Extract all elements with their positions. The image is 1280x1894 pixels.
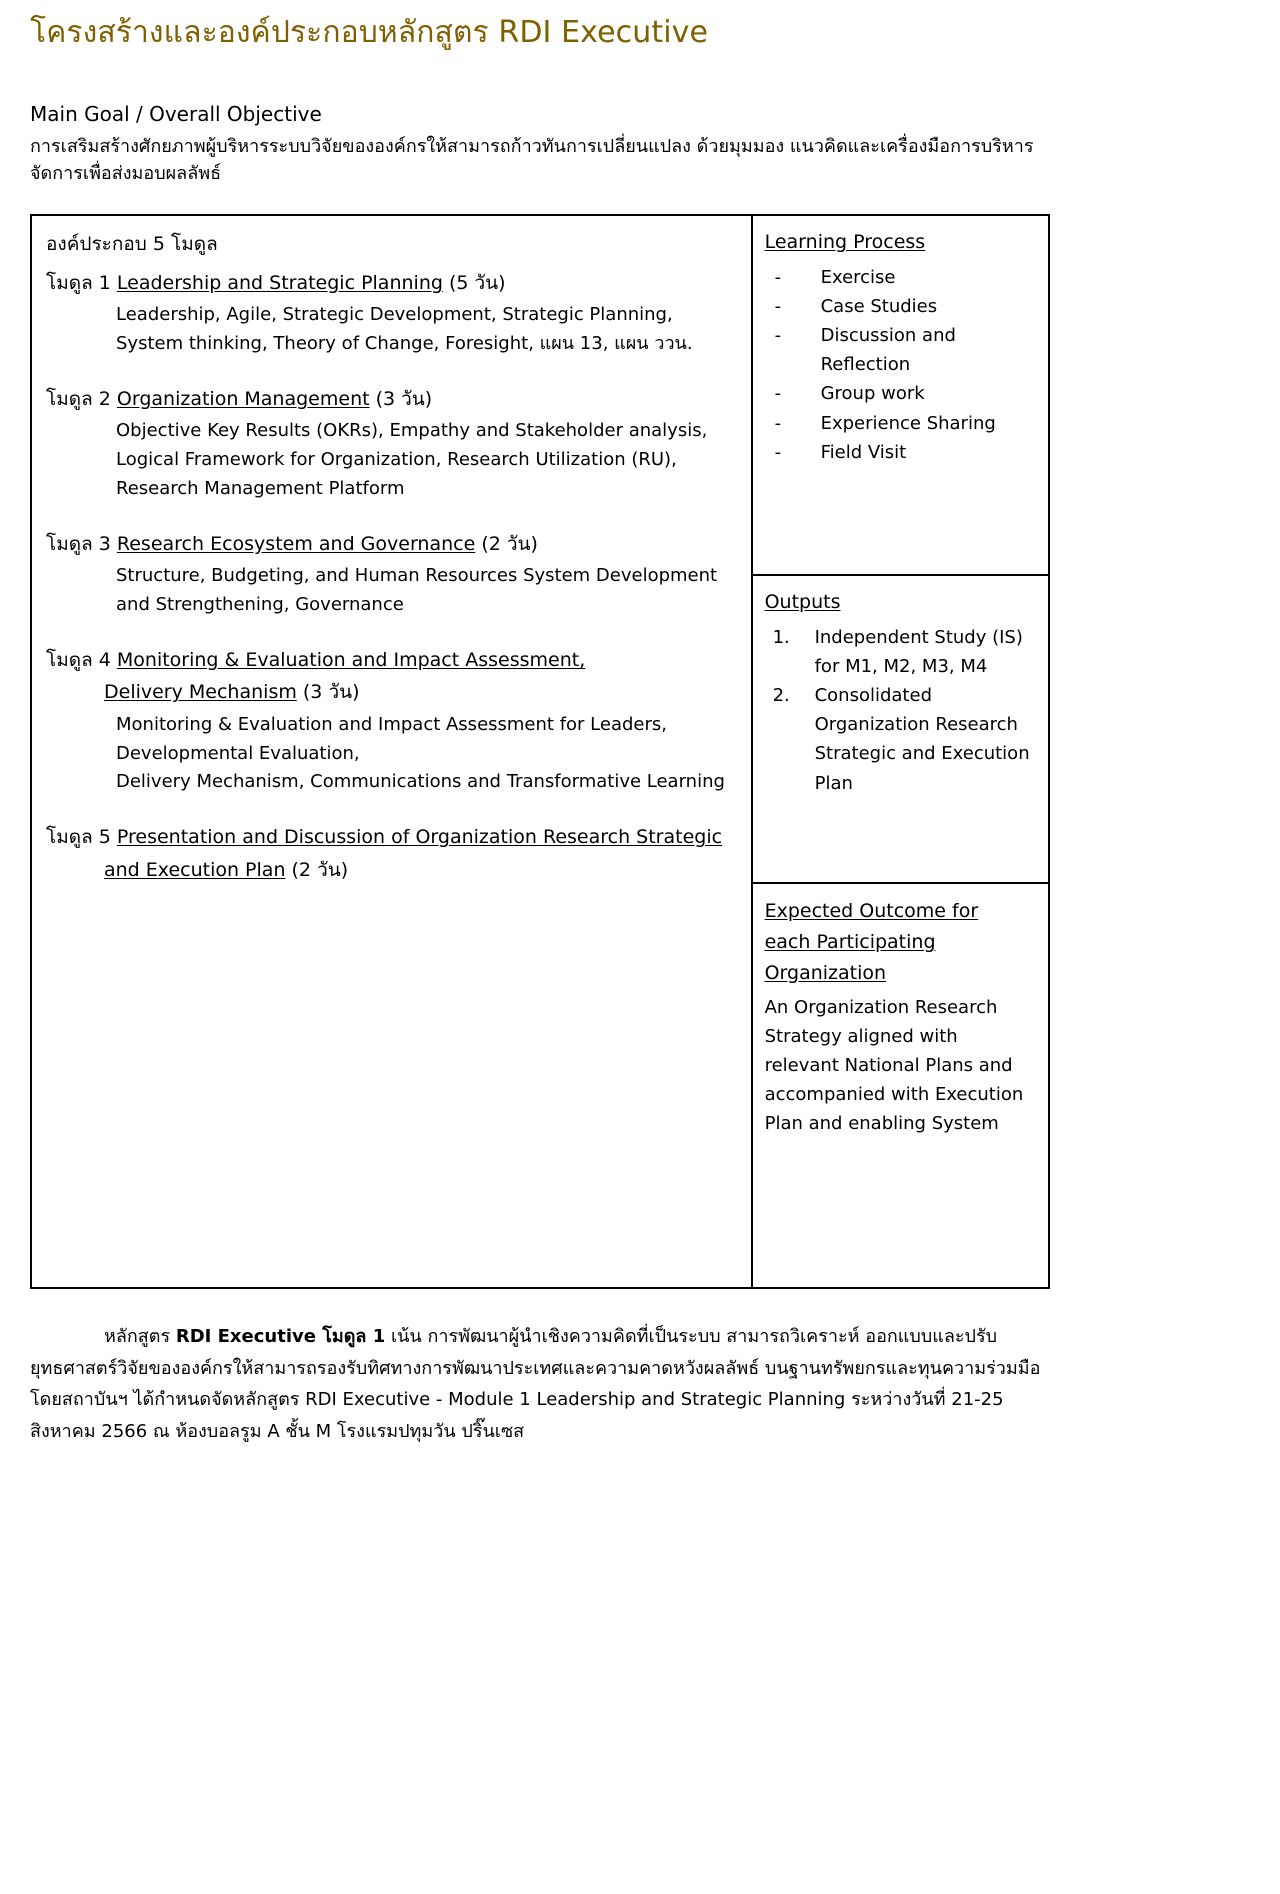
closing-paragraph-bold: RDI Executive โมดูล 1 [175,1326,386,1348]
module-item [46,530,735,620]
expected-outcome-heading-line: Organization [764,961,887,984]
module-duration: (3 วัน) [369,387,433,410]
dash-bullet-icon: - [774,295,782,317]
list-item-label: Exercise [820,266,896,288]
module-body-line: Logical Framework for Organization, Research Utilization (RU), [116,449,677,471]
module-body [46,711,735,797]
main-goal-body: การเสริมสร้างศักยภาพผู้บริหารระบบวิจัยขององค์กรให้สามารถก้าวทันการเปลี่ยนแปลง ด้วยมุมมอง แนวคิดและเครื่องมือการบริหารจัดการเพื่อส่งมอบผลลัพธ์ [30,135,1034,185]
module-prefix: โมดูล 3 [46,532,117,555]
module-name: Research Ecosystem and Governance [116,532,476,555]
list-item [775,263,1036,292]
list-item-label: Case Studies [820,295,938,317]
modules-heading: องค์ประกอบ 5 โมดูล [46,233,218,256]
module-duration: (5 วัน) [442,271,506,294]
closing-paragraph-part2: เน้น การพัฒนาผู้นำเชิงความคิดที่เป็นระบบ สามารถวิเคราะห์ ออกแบบและปรับยุทธศาสตร์วิจัยขององค์กรให้สามารถรองรับทิศทางการพัฒนาประเทศและความคาดหวังผลลัพธ์ บนฐานทรัพยกรและทุนความร่วมมือ โดยสถาบันฯ ได้กำหนดจัดหลักสูตร RDI Executive - Module 1 Leadership and Strategic Planning ระหว่างวันที่ 21-25 สิงหาคม 2566 ณ ห้องบอลรูม A ชั้น M โรงแรมปทุมวัน ปริ๊นเซส [30,1326,1041,1442]
learning-process-cell [753,216,1048,576]
expected-outcome-body: An Organization Research Strategy aligned with relevant National Plans and accompanied with Execution Plan and enabling System [764,996,1024,1135]
module-duration: (2 วัน) [285,858,349,881]
module-body-line: Leadership, Agile, Strategic Development, Strategic Planning, [116,304,673,326]
curriculum-table [30,214,1050,1289]
module-title [46,646,735,675]
list-item [769,681,1036,798]
module-duration: (3 วัน) [296,681,360,704]
page-title: โครงสร้างและองค์ประกอบหลักสูตร RDI Executive [30,15,709,50]
module-title [46,530,735,559]
module-item [46,269,735,359]
expected-outcome-heading [765,896,1036,988]
module-prefix: โมดูล 5 [46,826,117,849]
module-name: Leadership and Strategic Planning [116,271,443,294]
outputs-heading: Outputs [764,591,841,614]
module-title-continuation [46,678,735,707]
dash-bullet-icon: - [774,325,782,347]
module-prefix: โมดูล 4 [46,648,117,671]
module-prefix: โมดูล 1 [46,271,117,294]
module-title-continuation [46,856,735,885]
closing-paragraph-part1: หลักสูตร [104,1326,176,1348]
module-body [46,562,735,620]
module-prefix: โมดูล 2 [46,387,117,410]
module-body-line: Delivery Mechanism, Communications and Transformative Learning [116,771,725,793]
module-name-continued: Delivery Mechanism [104,681,297,704]
module-name-continued: and Execution Plan [104,858,286,881]
learning-process-list [765,263,1036,467]
outputs-list [765,623,1036,798]
module-title [46,385,735,414]
list-item-label: Field Visit [820,441,907,463]
module-body-line: and Strengthening, Governance [116,594,404,616]
module-duration: (2 วัน) [475,532,538,555]
list-number: 1. [772,626,790,648]
list-item-label: Independent Study (IS) for M1, M2, M3, M4 [814,626,1023,677]
list-item-label: Discussion and Reflection [820,325,956,376]
module-name: Monitoring & Evaluation and Impact Assessment, [116,648,586,671]
learning-process-heading: Learning Process [764,231,926,254]
dash-bullet-icon: - [774,412,782,434]
expected-outcome-heading-line: each Participating [764,931,936,954]
module-title [46,269,735,298]
dash-bullet-icon: - [774,383,782,405]
module-body [46,301,735,359]
list-item-label: Experience Sharing [820,412,996,434]
closing-paragraph [30,1321,1050,1447]
list-item-label: Group work [820,383,925,405]
module-body-line: Developmental Evaluation, [116,742,360,764]
module-item [46,823,735,884]
module-name: Organization Management [116,387,370,410]
module-name: Presentation and Discussion of Organization Research Strategic [116,826,723,849]
module-body-line: Objective Key Results (OKRs), Empathy and Stakeholder analysis, [116,420,708,442]
module-body [46,417,735,503]
modules-column [32,216,753,1287]
expected-outcome-cell [753,884,1048,1287]
module-body-line: Structure, Budgeting, and Human Resources System Development [116,565,718,587]
list-item [769,623,1036,681]
module-title [46,823,735,852]
list-item [775,321,1036,379]
list-item [775,292,1036,321]
module-item [46,646,735,797]
main-goal-heading: Main Goal / Overall Objective [30,101,322,126]
module-body-line: System thinking, Theory of Change, Foresight, แผน 13, แผน ววน. [116,333,693,355]
list-item [775,379,1036,408]
list-number: 2. [772,685,790,707]
expected-outcome-heading-line: Expected Outcome for [764,900,979,923]
list-item-label: Consolidated Organization Research Strategic and Execution Plan [814,685,1030,794]
module-body-line: Monitoring & Evaluation and Impact Assessment for Leaders, [116,713,667,735]
side-column [753,216,1048,1287]
document-page [0,14,1280,1447]
module-item [46,385,735,504]
outputs-cell [753,576,1048,884]
dash-bullet-icon: - [774,266,782,288]
list-item [775,409,1036,438]
main-goal-block [30,100,1250,189]
dash-bullet-icon: - [774,441,782,463]
module-body-line: Research Management Platform [116,477,405,499]
list-item [775,438,1036,467]
